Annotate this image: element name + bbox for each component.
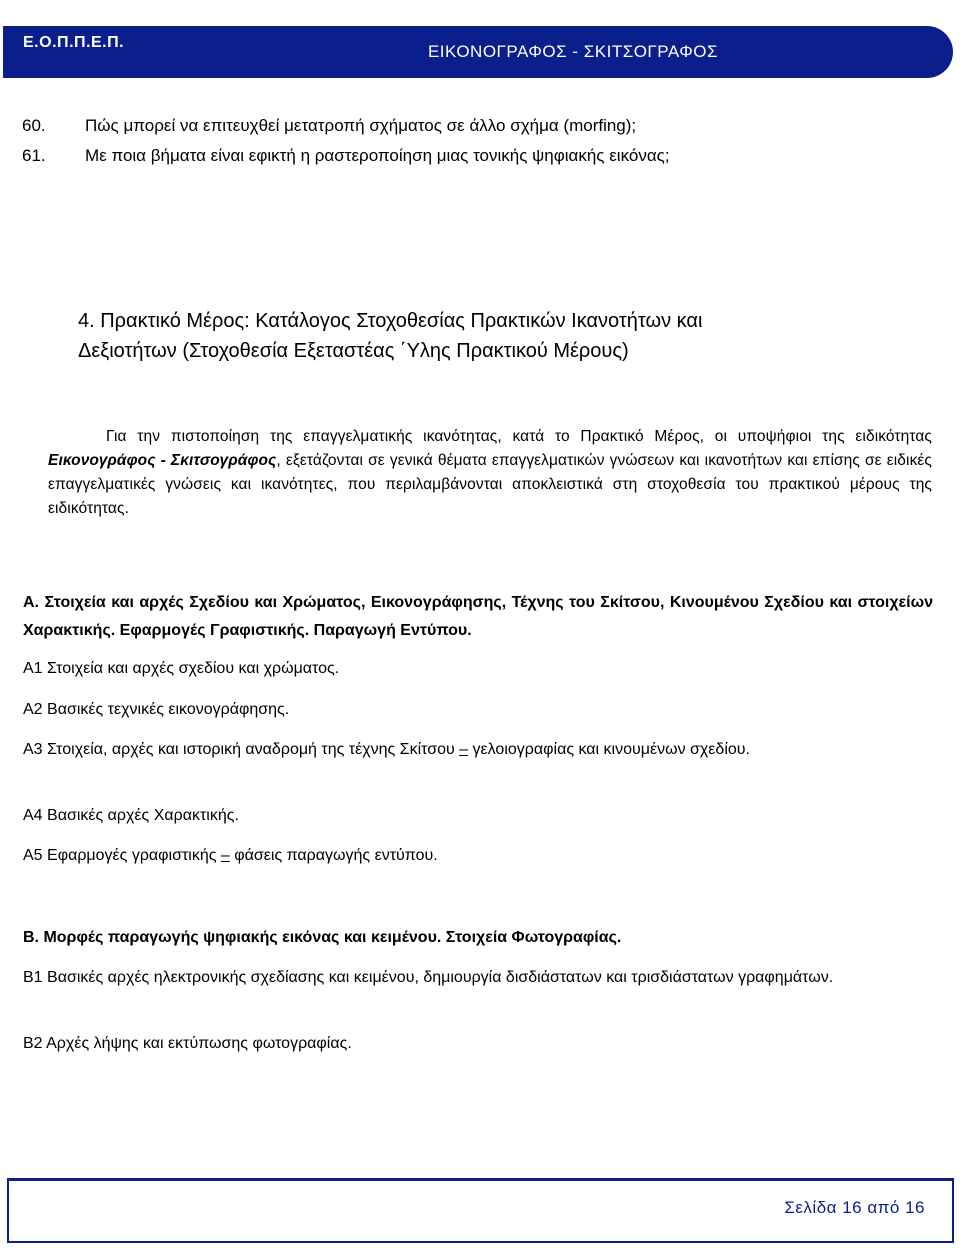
part-a5-dash: – — [220, 847, 230, 864]
section-heading-line-2: Δεξιοτήτων (Στοχοθεσία Εξεταστέας ΄Υλης Πρακτικού Μέρους) — [78, 340, 629, 362]
page-header — [3, 26, 953, 78]
part-a3-end: γελοιογραφίας και κινουμένων σχεδίου. — [468, 741, 750, 758]
part-a5-start: Α5 Εφαρμογές γραφιστικής — [23, 847, 221, 864]
question-text: Με ποια βήματα είναι εφικτή η ραστεροποίηση μιας τονικής ψηφιακής εικόνας; — [85, 146, 670, 165]
question-number: 61. — [22, 146, 46, 165]
part-a3 — [23, 736, 933, 763]
intro-text-start: Για την πιστοποίηση της επαγγελματικής ικανότητας, κατά το Πρακτικό Μέρος, οι υποψήφιοι της ειδικότητας — [106, 428, 932, 445]
part-b1: Β1 Βασικές αρχές ηλεκτρονικής σχεδίασης και κειμένου, δημιουργία δισδιάστατων και τρισδιάστατων γραφημάτων. — [23, 969, 834, 986]
part-b-heading: Β. Μορφές παραγωγής ψηφιακής εικόνας και κειμένου. Στοιχεία Φωτογραφίας. — [23, 929, 622, 946]
section-heading-line-1: 4. Πρακτικό Μέρος: Κατάλογος Στοχοθεσίας Πρακτικών Ικανοτήτων και — [78, 310, 703, 332]
question-text: Πώς μπορεί να επιτευχθεί μετατροπή σχήματος σε άλλο σχήμα (morfing); — [85, 116, 637, 135]
part-a2: Α2 Βασικές τεχνικές εικονογράφησης. — [23, 701, 290, 718]
footer-box — [7, 1181, 954, 1243]
part-a5-end: φάσεις παραγωγής εντύπου. — [229, 847, 438, 864]
org-name: Ε.Ο.Π.Π.Ε.Π. — [23, 34, 125, 51]
part-a5 — [23, 843, 933, 868]
page-number: Σελίδα 16 από 16 — [784, 1198, 925, 1217]
question-number: 60. — [22, 116, 46, 135]
part-a-heading: Α. Στοιχεία και αρχές Σχεδίου και Χρώματος, Εικονογράφησης, Τέχνης του Σκίτσου, Κινουμένου Σχεδίου και στοιχείων Χαρακτικής. Εφαρμογές Γραφιστικής. Παραγωγή Εντύπου. — [23, 594, 933, 639]
part-b2: Β2 Αρχές λήψης και εκτύπωσης φωτογραφίας. — [23, 1035, 352, 1052]
intro-paragraph — [48, 425, 932, 521]
part-a1: Α1 Στοιχεία και αρχές σχεδίου και χρώματος. — [23, 660, 340, 677]
part-a3-start: Α3 Στοιχεία, αρχές και ιστορική αναδρομή της τέχνης Σκίτσου — [23, 741, 460, 758]
intro-text-end: , εξετάζονται σε γενικά θέματα επαγγελματικών γνώσεων και ικανοτήτων και επίσης σε ειδικές επαγγελματικές γνώσεις και ικανότητες, που περιλαμβάνονται αποκλειστικά στη στοχοθεσία του πρακτικού μέρους της ειδικότητας. — [48, 452, 932, 517]
specialty-name: Εικονογράφος - Σκιτσογράφος — [48, 452, 277, 469]
page-footer — [0, 1170, 960, 1258]
part-a4: Α4 Βασικές αρχές Χαρακτικής. — [23, 807, 239, 824]
part-a3-dash: – — [459, 741, 469, 758]
document-title: ΕΙΚΟΝΟΓΡΑΦΟΣ - ΣΚΙΤΣΟΓΡΑΦΟΣ — [427, 42, 719, 61]
section-heading — [78, 306, 908, 366]
